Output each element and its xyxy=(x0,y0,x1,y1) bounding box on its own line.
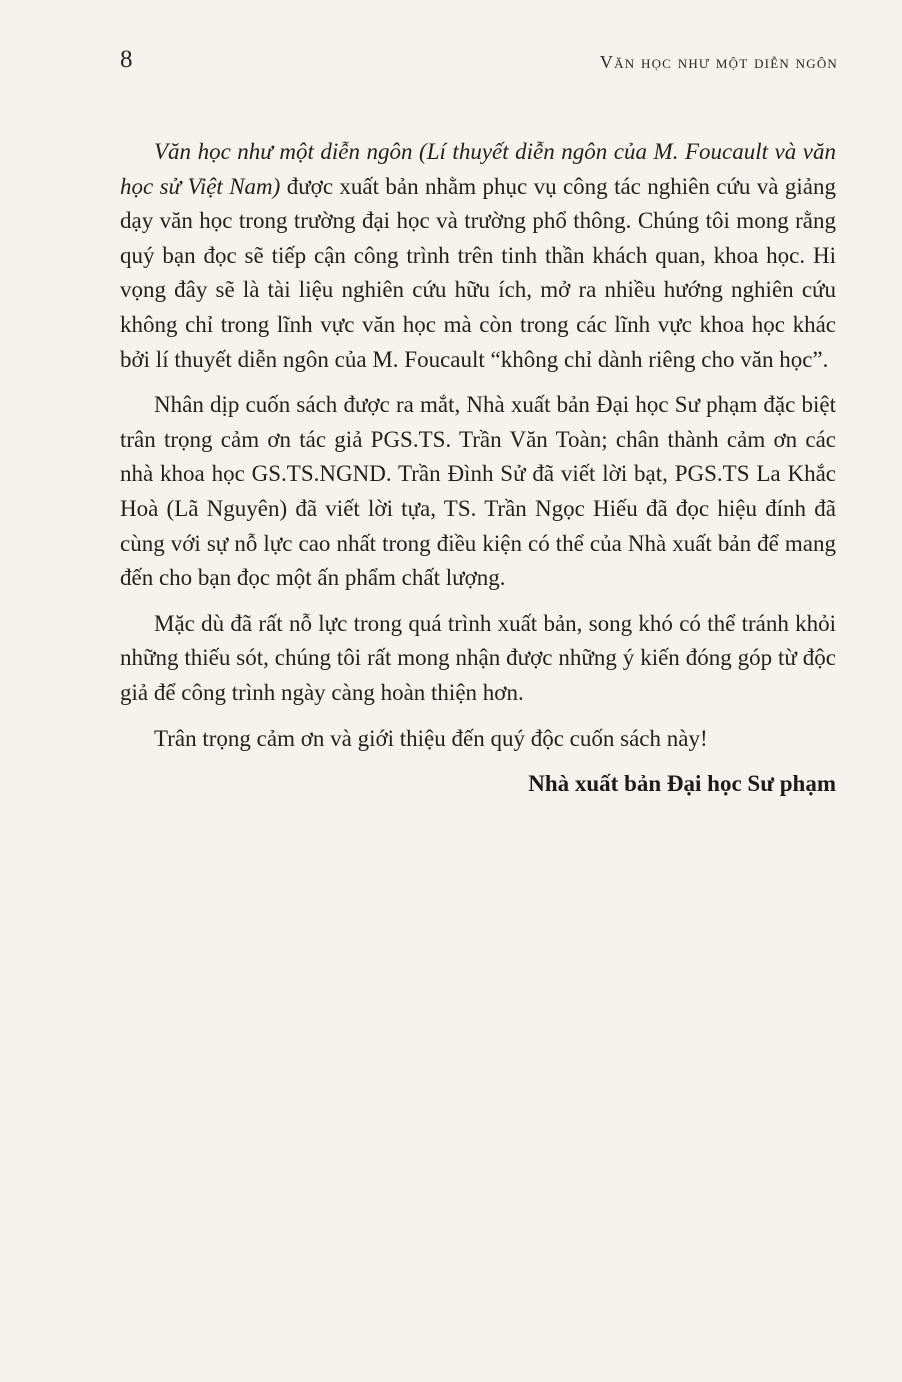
paragraph-2: Nhân dịp cuốn sách được ra mắt, Nhà xuất bản Đại học Sư phạm đặc biệt trân trọng cảm ơn tác giả PGS.TS. Trần Văn Toàn; chân thành cảm ơn các nhà khoa học GS.TS.NGND. Trần Đình Sử đã viết lời bạt, PGS.TS La Khắc Hoà (Lã Nguyên) đã viết lời tựa, TS. Trần Ngọc Hiếu đã đọc hiệu đính đã cùng với sự nỗ lực cao nhất trong điều kiện có thể của Nhà xuất bản để mang đến cho bạn đọc một ấn phẩm chất lượng. xyxy=(120,392,836,591)
paragraph-3: Mặc dù đã rất nỗ lực trong quá trình xuất bản, song khó có thể tránh khỏi những thiếu sót, chúng tôi rất mong nhận được những ý kiến đóng góp từ độc giả để công trình ngày càng hoàn thiện hơn. xyxy=(120,610,836,705)
publisher-signature: Nhà xuất bản Đại học Sư phạm xyxy=(528,771,836,797)
page-header xyxy=(120,40,838,80)
paragraph-1-text: được xuất bản nhằm phục vụ công tác nghiên cứu và giảng dạy văn học trong trường đại học và trường phổ thông. Chúng tôi mong rằng quý bạn đọc sẽ tiếp cận công trình trên tinh thần khách quan, khoa học. Hi vọng đây sẽ là tài liệu nghiên cứu hữu ích, mở ra nhiều hướng nghiên cứu không chỉ trong lĩnh vực văn học mà còn trong các lĩnh vực khoa học khác bởi lí thuyết diễn ngôn của M. Foucault “không chỉ dành riêng cho văn học”. xyxy=(120,173,836,372)
body-text xyxy=(120,135,836,802)
page-number: 8 xyxy=(120,46,133,73)
paragraph-4: Trân trọng cảm ơn và giới thiệu đến quý độc cuốn sách này! xyxy=(154,725,708,751)
book-title-italic: Văn học như một diễn ngôn (Lí thuyết diễn ngôn của M. Foucault và văn học sử Việt Nam) xyxy=(120,139,836,199)
running-head: Văn học như một diễn ngôn xyxy=(599,52,838,72)
paragraph-1 xyxy=(120,135,836,377)
